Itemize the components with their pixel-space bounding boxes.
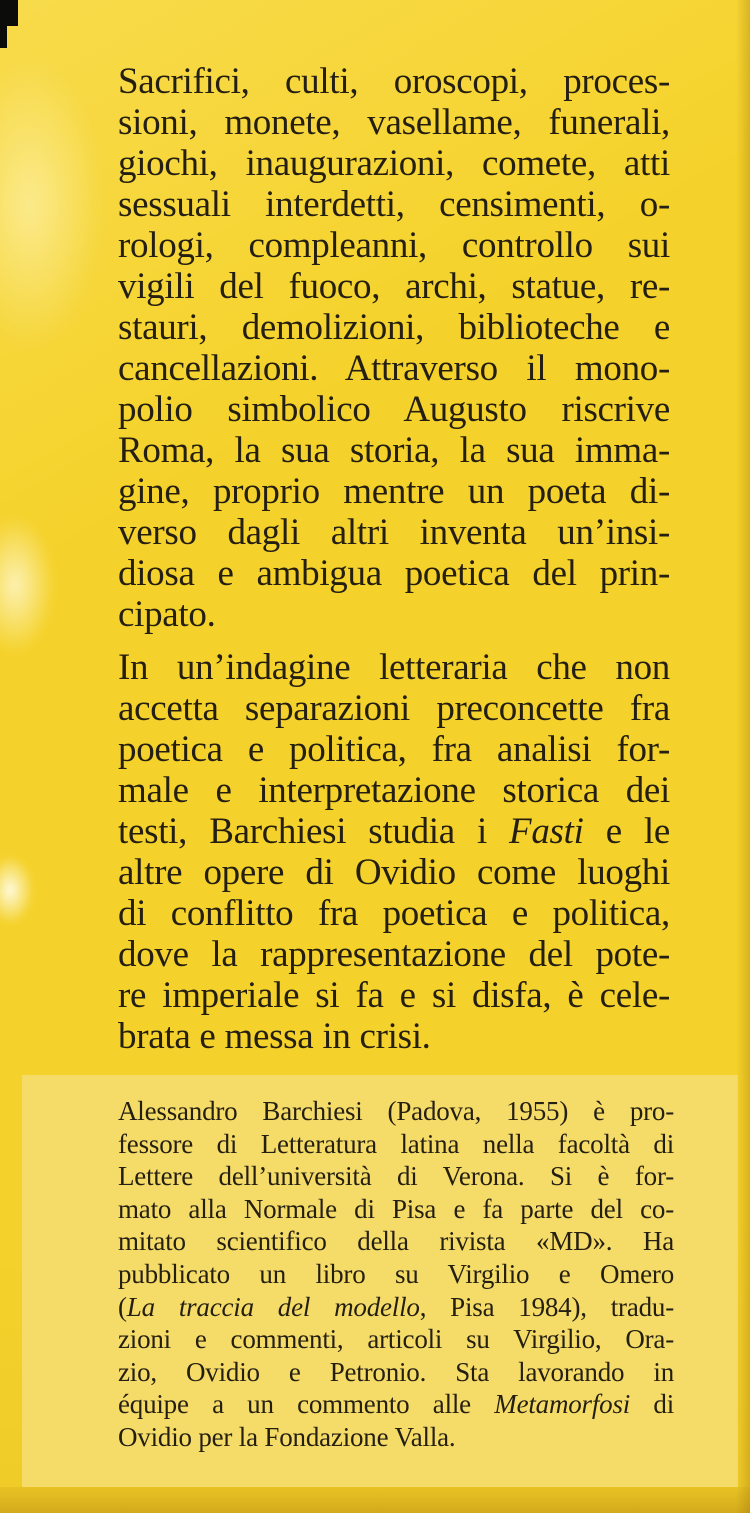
text-line	[118, 143, 670, 184]
text-segment: di conflitto fra poetica e politica,	[118, 893, 670, 934]
text-line	[118, 594, 670, 635]
text-line	[118, 389, 670, 430]
text-segment: cancellazioni. Attraverso il mono-	[118, 348, 670, 389]
text-segment: re imperiale si fa e si disfa, è cele-	[118, 975, 670, 1016]
text-line	[118, 852, 670, 893]
text-segment: cipato.	[118, 594, 216, 635]
text-line	[118, 102, 670, 143]
text-segment: male e interpretazione storica dei	[118, 770, 670, 811]
text-segment: Alessandro Barchiesi (Padova, 1955) è pro-	[118, 1096, 674, 1126]
text-line	[118, 729, 670, 770]
text-line	[118, 1016, 670, 1057]
text-line	[118, 1128, 674, 1161]
scan-black-corner-mark	[0, 0, 18, 26]
text-segment: sessuali interdetti, censimenti, o-	[118, 184, 670, 225]
page-edge-shadow-right	[736, 0, 750, 1513]
text-line	[118, 811, 670, 852]
text-segment: diosa e ambigua poetica del prin-	[118, 553, 670, 594]
text-segment: zioni e commenti, articoli su Virgilio, Ora-	[118, 1324, 674, 1355]
text-line	[118, 1323, 674, 1356]
blurb-text	[118, 61, 670, 1057]
text-line	[118, 266, 670, 307]
text-segment: dove la rappresentazione del pote-	[118, 934, 670, 975]
text-segment: testi, Barchiesi studia i	[118, 811, 510, 852]
text-line	[118, 307, 670, 348]
text-segment: zio, Ovidio e Petronio. Sta lavorando in	[118, 1356, 674, 1387]
author-bio-panel	[22, 1075, 738, 1487]
text-segment: , Pisa 1984), tradu-	[419, 1291, 674, 1322]
text-line	[118, 1258, 674, 1291]
text-line	[118, 1291, 674, 1324]
text-line	[118, 1193, 674, 1226]
text-segment: Lettere dell’università di Verona. Si è for-	[118, 1161, 674, 1192]
text-segment: Sacrifici, culti, oroscopi, proces-	[118, 61, 670, 102]
text-segment: sioni, monete, vasellame, funerali,	[118, 102, 670, 143]
text-segment: altre opere di Ovidio come luoghi	[118, 852, 670, 893]
text-line	[118, 348, 670, 389]
text-line	[118, 512, 670, 553]
italic-title-text: Fasti	[509, 811, 584, 852]
text-line	[118, 471, 670, 512]
text-segment: In un’indagine letteraria che non	[118, 647, 670, 688]
text-line	[118, 1421, 674, 1454]
text-segment: giochi, inaugurazioni, comete, atti	[118, 143, 670, 184]
text-segment: (	[118, 1291, 127, 1322]
text-segment: e le	[583, 811, 671, 852]
scan-light-artifact	[0, 515, 55, 655]
text-line	[118, 61, 670, 102]
italic-title-text: Metamorfosi	[494, 1389, 631, 1420]
text-segment: brata e messa in crisi.	[118, 1016, 431, 1057]
text-line	[118, 975, 670, 1016]
scan-light-artifact	[0, 855, 34, 925]
text-line	[118, 184, 670, 225]
page-edge-shadow-bottom	[0, 1487, 750, 1513]
text-line	[118, 647, 670, 688]
text-segment: stauri, demolizioni, biblioteche e	[118, 307, 670, 348]
text-segment: polio simbolico Augusto riscrive	[118, 389, 670, 430]
text-line	[118, 1225, 674, 1258]
text-line	[118, 1356, 674, 1389]
paragraph-gap	[118, 635, 670, 647]
text-segment: rologi, compleanni, controllo sui	[118, 225, 670, 266]
text-line	[118, 688, 670, 729]
text-segment: équipe a un commento alle	[118, 1389, 495, 1420]
text-segment: vigili del fuoco, archi, statue, re-	[118, 266, 670, 307]
text-segment: mato alla Normale di Pisa e fa parte del co-	[118, 1193, 674, 1224]
text-segment: fessore di Letteratura latina nella facoltà di	[118, 1128, 674, 1159]
text-line	[118, 1095, 674, 1128]
italic-title-text: La traccia del modello	[126, 1291, 420, 1322]
text-segment: Ovidio per la Fondazione Valla.	[118, 1421, 456, 1452]
text-segment: poetica e politica, fra analisi for-	[118, 729, 670, 770]
text-line	[118, 770, 670, 811]
text-segment: Roma, la sua storia, la sua imma-	[118, 430, 670, 471]
text-line	[118, 553, 670, 594]
text-line	[118, 225, 670, 266]
text-line	[118, 1160, 674, 1193]
text-line	[118, 893, 670, 934]
text-segment: di	[630, 1389, 674, 1420]
text-segment: gine, proprio mentre un poeta di-	[118, 471, 670, 512]
text-line	[118, 934, 670, 975]
text-line	[118, 430, 670, 471]
text-segment: mitato scientifico della rivista «MD». Ha	[118, 1226, 674, 1257]
text-segment: verso dagli altri inventa un’insi-	[118, 512, 670, 553]
text-segment: accetta separazioni preconcette fra	[118, 688, 670, 729]
text-segment: pubblicato un libro su Virgilio e Omero	[118, 1258, 674, 1289]
scan-light-artifact	[0, 55, 105, 355]
author-bio-text	[118, 1095, 674, 1454]
text-line	[118, 1388, 674, 1421]
